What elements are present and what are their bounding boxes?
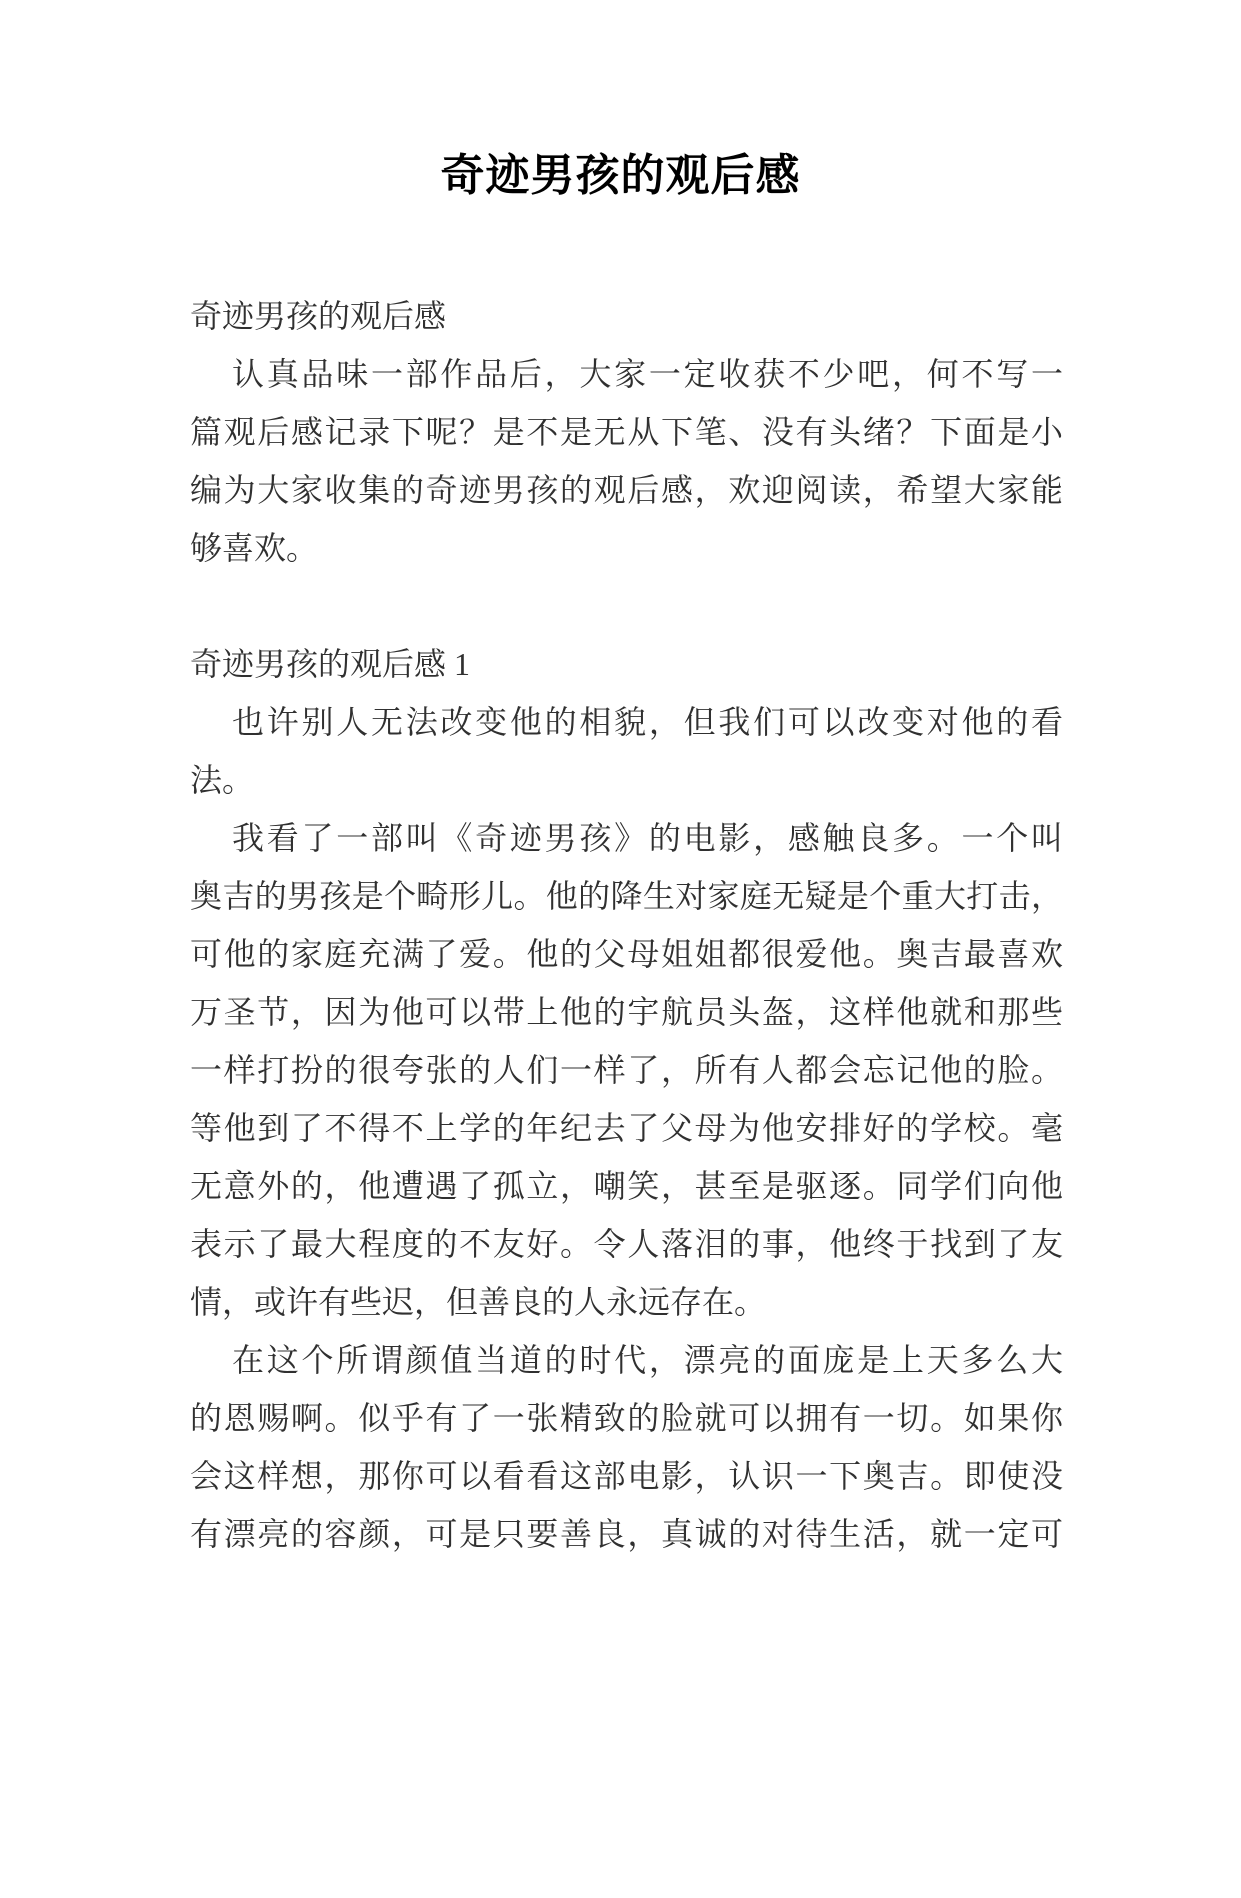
body-line: 表示了最大程度的不友好。令人落泪的事，他终于找到了友 xyxy=(190,1226,1063,1262)
blank-line xyxy=(190,577,1063,635)
body-line: 可他的家庭充满了爱。他的父母姐姐都很爱他。奥吉最喜欢 xyxy=(190,936,1063,972)
body-line: 有漂亮的容颜，可是只要善良，真诚的对待生活，就一定可 xyxy=(190,1516,1063,1552)
body-line: 无意外的，他遭遇了孤立，嘲笑，甚至是驱逐。同学们向他 xyxy=(190,1168,1063,1204)
document-body xyxy=(0,287,1063,1563)
body-line: 法。 xyxy=(190,762,255,798)
body-line: 的恩赐啊。似乎有了一张精致的脸就可以拥有一切。如果你 xyxy=(190,1400,1063,1436)
paragraph-label: 奇迹男孩的观后感 xyxy=(190,298,447,334)
section-heading: 奇迹男孩的观后感 1 xyxy=(190,646,471,682)
body-line: 万圣节，因为他可以带上他的宇航员头盔，这样他就和那些 xyxy=(190,994,1063,1030)
body-line: 够喜欢。 xyxy=(190,530,319,566)
body-line: 也许别人无法改变他的相貌，但我们可以改变对他的看 xyxy=(232,704,1063,740)
body-line: 等他到了不得不上学的年纪去了父母为他安排好的学校。毫 xyxy=(190,1110,1063,1146)
body-line: 认真品味一部作品后，大家一定收获不少吧，何不写一 xyxy=(232,356,1063,392)
document-page xyxy=(0,144,1241,1898)
document-title: 奇迹男孩的观后感 xyxy=(440,151,801,200)
body-line: 我看了一部叫《奇迹男孩》的电影，感触良多。一个叫 xyxy=(232,820,1063,856)
body-line: 在这个所谓颜值当道的时代，漂亮的面庞是上天多么大 xyxy=(232,1342,1063,1378)
body-line: 情，或许有些迟，但善良的人永远存在。 xyxy=(190,1284,767,1320)
body-line: 一样打扮的很夸张的人们一样了，所有人都会忘记他的脸。 xyxy=(190,1052,1063,1088)
body-line: 会这样想，那你可以看看这部电影，认识一下奥吉。即使没 xyxy=(190,1458,1063,1494)
body-line: 篇观后感记录下呢？是不是无从下笔、没有头绪？下面是小 xyxy=(190,414,1063,450)
body-line: 编为大家收集的奇迹男孩的观后感，欢迎阅读，希望大家能 xyxy=(190,472,1063,508)
body-line: 奥吉的男孩是个畸形儿。他的降生对家庭无疑是个重大打击， xyxy=(190,878,1063,914)
